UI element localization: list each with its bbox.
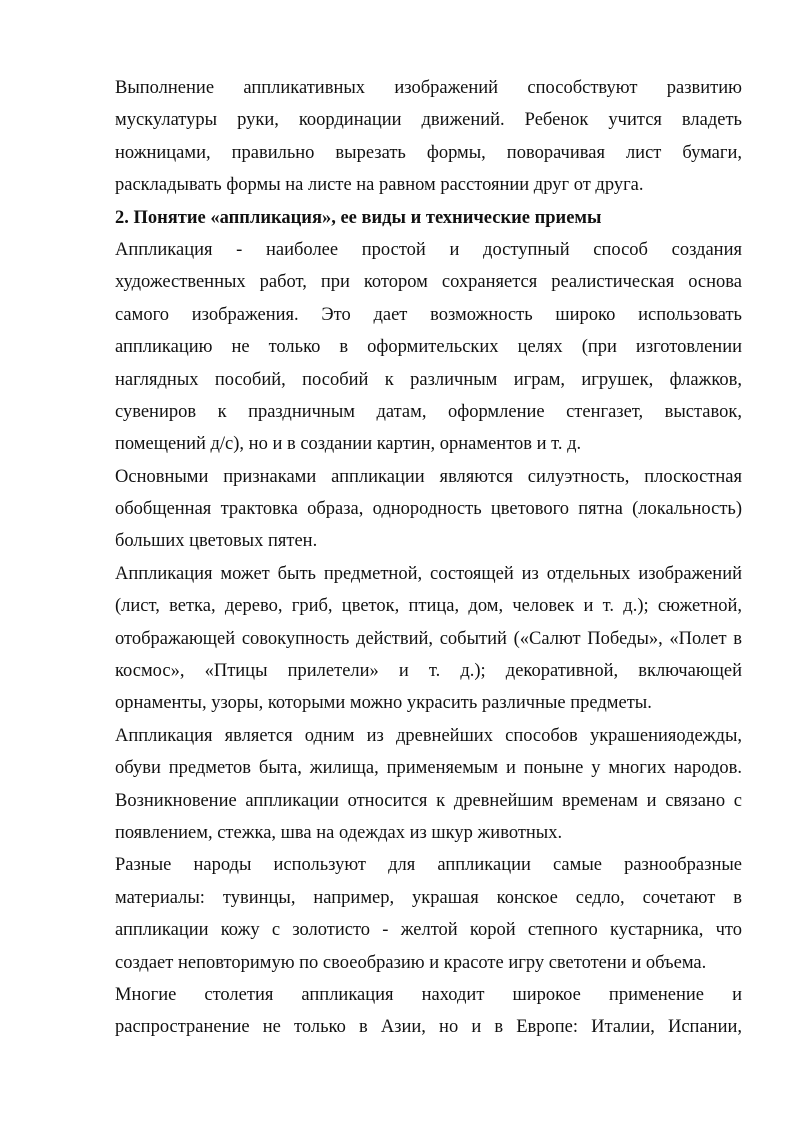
text-line: Выполнение аппликативных изображений способствуют развитию — [115, 78, 742, 98]
text-line: ножницами, правильно вырезать формы, поворачивая лист бумаги, — [115, 142, 742, 163]
text-line: Аппликация - наиболее простой и доступный способ создания — [115, 239, 742, 260]
section-heading: 2. Понятие «аппликация», ее виды и технические приемы — [115, 207, 602, 228]
paragraph-materials — [115, 849, 742, 979]
text-line: аппликацию не только в оформительских целях (при изготовлении — [115, 337, 742, 358]
text-line: больших цветовых пятен. — [115, 531, 318, 552]
text-line: Аппликация является одним из древнейших способов украшенияодежды, — [115, 725, 742, 746]
text-line: Основными признаками аппликации являются силуэтность, плоскостная — [115, 466, 742, 487]
text-line: обуви предметов быта, жилища, применяемым и поныне у многих народов. — [115, 758, 742, 779]
text-line: сувениров к праздничным датам, оформление стенгазет, выставок, — [115, 401, 742, 422]
text-line: космос», «Птицы прилетели» и т. д.); декоративной, включающей — [115, 661, 742, 682]
text-line: создает неповторимую по своеобразию и красоте игру светотени и объема. — [115, 952, 707, 973]
text-line: Разные народы используют для аппликации самые разнообразные — [115, 855, 742, 876]
text-line: материалы: тувинцы, например, украшая конское седло, сочетают в — [115, 887, 742, 908]
text-line: аппликации кожу с золотисто - желтой корой степного кустарника, что — [115, 920, 742, 941]
paragraph-definition — [115, 234, 742, 461]
text-line: Многие столетия аппликация находит широкое применение и — [115, 984, 742, 1005]
text-line: орнаменты, узоры, которыми можно украсить различные предметы. — [115, 693, 652, 714]
text-line: обобщенная трактовка образа, однородность цветового пятна (локальность) — [115, 499, 742, 520]
text-line: мускулатуры руки, координации движений. Ребенок учится владеть — [115, 110, 742, 131]
text-line: раскладывать формы на листе на равном расстоянии друг от друга. — [115, 175, 644, 196]
paragraph-features — [115, 461, 742, 558]
text-line: самого изображения. Это дает возможность широко использовать — [115, 304, 742, 325]
paragraph-history — [115, 720, 742, 850]
text-line: помещений д/с), но и в создании картин, орнаментов и т. д. — [115, 434, 582, 455]
text-line: Аппликация может быть предметной, состоящей из отдельных изображений — [115, 563, 742, 584]
text-line: отображающей совокупность действий, событий («Салют Победы», «Полет в — [115, 628, 742, 649]
text-line: появлением, стежка, шва на одеждах из шкур животных. — [115, 822, 563, 843]
text-line: Возникновение аппликации относится к древнейшим временам и связано с — [115, 790, 742, 811]
text-line: распространение не только в Азии, но и в Европе: Италии, Испании, — [115, 1017, 742, 1038]
text-line: художественных работ, при котором сохраняется реалистическая основа — [115, 272, 742, 293]
text-line: (лист, ветка, дерево, гриб, цветок, птица, дом, человек и т. д.); сюжетной, — [115, 596, 742, 617]
paragraph-intro — [115, 72, 742, 202]
paragraph-spread — [115, 979, 742, 1044]
document-page — [115, 72, 742, 1044]
paragraph-types — [115, 558, 742, 720]
text-line: наглядных пособий, пособий к различным играм, игрушек, флажков, — [115, 369, 742, 390]
